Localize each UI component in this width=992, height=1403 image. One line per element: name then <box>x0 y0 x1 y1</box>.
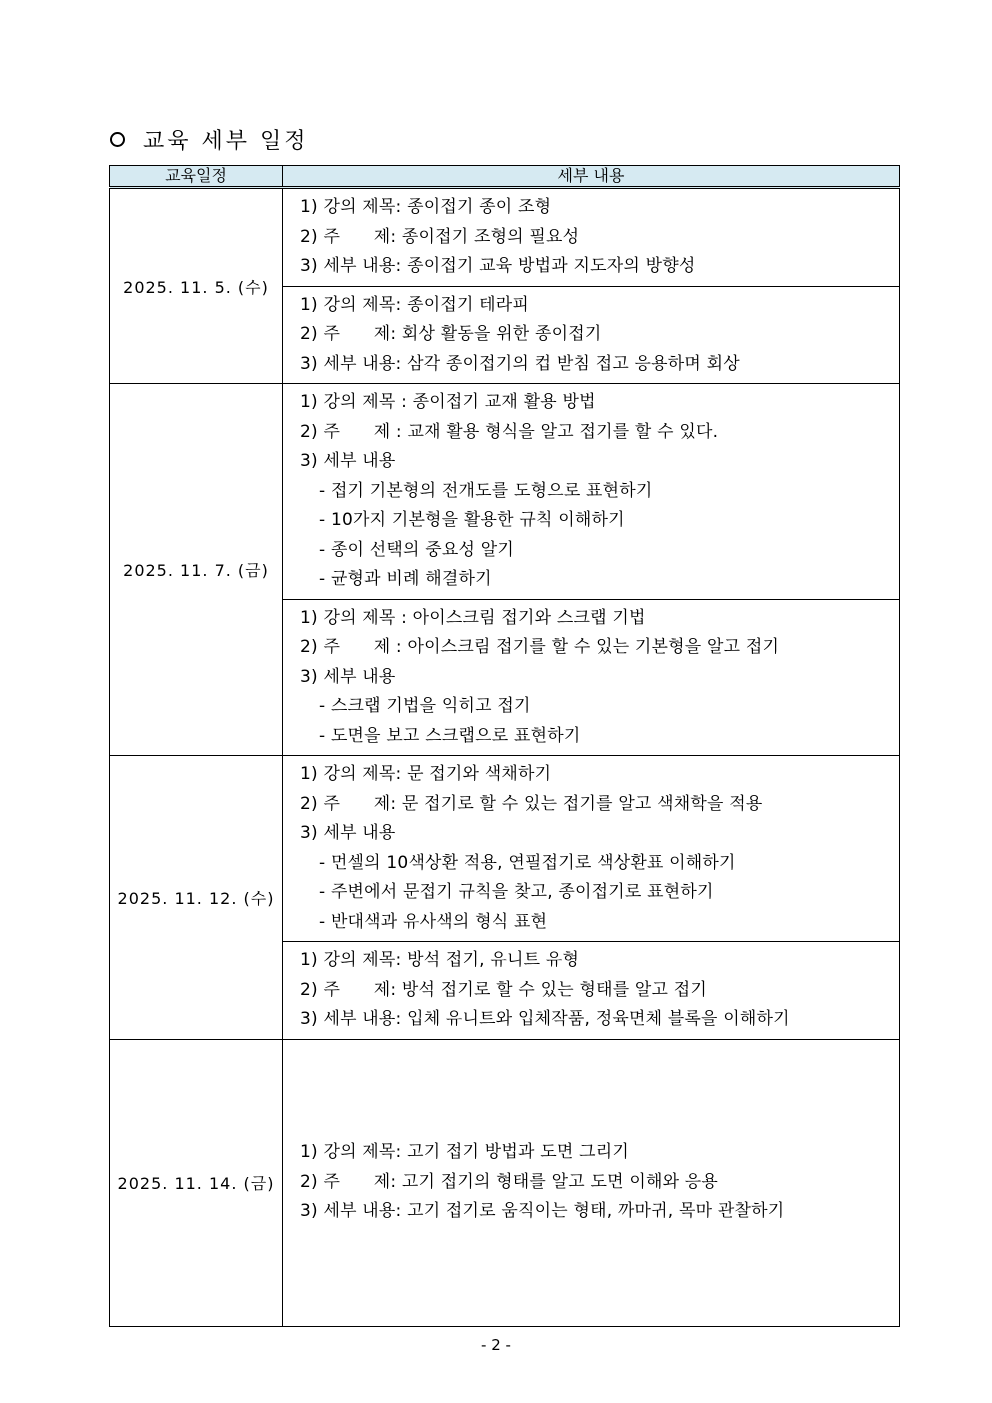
detail-subitem: - 종이 선택의 중요성 알기 <box>319 539 514 560</box>
detail-line: 1) 강의 제목: 고기 접기 방법과 도면 그리기 <box>300 1142 629 1163</box>
detail-line: 3) 세부 내용 <box>300 666 396 687</box>
detail-line: 3) 세부 내용 <box>300 451 396 471</box>
detail-line: 2) 주 제: 종이접기 조형의 필요성 <box>300 226 580 247</box>
detail-line: 2) 주 제: 고기 접기의 형태를 알고 도면 이해와 응용 <box>300 1171 719 1192</box>
table-row <box>110 188 900 287</box>
detail-line: 2) 주 제: 문 접기로 할 수 있는 접기를 알고 색채학을 적용 <box>300 793 763 814</box>
detail-line: 2) 주 제: 방석 접기로 할 수 있는 형태를 알고 접기 <box>300 979 708 1000</box>
detail-line: 3) 세부 내용: 입체 유니트와 입체작품, 정육면체 블록을 이해하기 <box>300 1009 790 1029</box>
detail-line: 1) 강의 제목: 종이접기 종이 조형 <box>300 197 552 217</box>
table-row <box>110 1039 900 1326</box>
detail-cell <box>283 286 900 384</box>
schedule-date: 2025. 11. 14. (금) <box>110 1039 283 1326</box>
header-detail: 세부 내용 <box>283 166 900 188</box>
header-date: 교육일정 <box>110 166 283 188</box>
schedule-date: 2025. 11. 12. (수) <box>110 756 283 1040</box>
detail-cell <box>283 756 900 942</box>
detail-cell <box>283 1039 900 1326</box>
detail-cell <box>283 188 900 287</box>
detail-subitem: - 10가지 기본형을 활용한 규칙 이해하기 <box>319 510 625 530</box>
circle-bullet-icon <box>110 132 125 147</box>
detail-subitem: - 먼셀의 10색상환 적용, 연필접기로 색상환표 이해하기 <box>319 852 736 873</box>
detail-line: 2) 주 제: 회상 활동을 위한 종이접기 <box>300 324 602 344</box>
detail-line: 3) 세부 내용: 종이접기 교육 방법과 지도자의 방향성 <box>300 256 696 276</box>
detail-subitem: - 도면을 보고 스크랩으로 표현하기 <box>319 725 581 746</box>
table-row <box>110 756 900 942</box>
detail-cell <box>283 942 900 1040</box>
page-number: - 2 - <box>481 1336 511 1354</box>
schedule-date: 2025. 11. 7. (금) <box>110 384 283 756</box>
table-row <box>110 384 900 600</box>
detail-line: 1) 강의 제목: 종이접기 테라피 <box>300 294 530 315</box>
detail-subitem: - 스크랩 기법을 익히고 접기 <box>319 696 531 716</box>
detail-line: 2) 주 제 : 교재 활용 형식을 알고 접기를 할 수 있다. <box>300 421 719 442</box>
detail-subitem: - 주변에서 문접기 규칙을 찾고, 종이접기로 표현하기 <box>319 882 714 902</box>
section-heading <box>110 122 309 156</box>
detail-line: 1) 강의 제목 : 아이스크림 접기와 스크랩 기법 <box>300 607 646 628</box>
detail-subitem: - 접기 기본형의 전개도를 도형으로 표현하기 <box>319 480 653 501</box>
detail-line: 1) 강의 제목: 방석 접기, 유니트 유형 <box>300 950 580 970</box>
detail-line: 1) 강의 제목 : 종이접기 교재 활용 방법 <box>300 392 596 412</box>
detail-subitem: - 반대색과 유사색의 형식 표현 <box>319 911 548 932</box>
schedule-table <box>109 165 900 1327</box>
schedule-date: 2025. 11. 5. (수) <box>110 188 283 384</box>
detail-line: 3) 세부 내용 <box>300 823 396 843</box>
section-title: 교육 세부 일정 <box>143 128 309 154</box>
detail-line: 2) 주 제 : 아이스크림 접기를 할 수 있는 기본형을 알고 접기 <box>300 637 780 657</box>
detail-cell <box>283 384 900 600</box>
detail-line: 3) 세부 내용: 고기 접기로 움직이는 형태, 까마귀, 목마 관찰하기 <box>300 1201 785 1222</box>
detail-subitem: - 균형과 비례 해결하기 <box>319 569 492 589</box>
detail-cell <box>283 599 900 756</box>
detail-line: 3) 세부 내용: 삼각 종이접기의 컵 받침 접고 응용하며 회상 <box>300 353 740 374</box>
detail-line: 1) 강의 제목: 문 접기와 색채하기 <box>300 764 552 784</box>
table-header-row <box>110 166 900 188</box>
